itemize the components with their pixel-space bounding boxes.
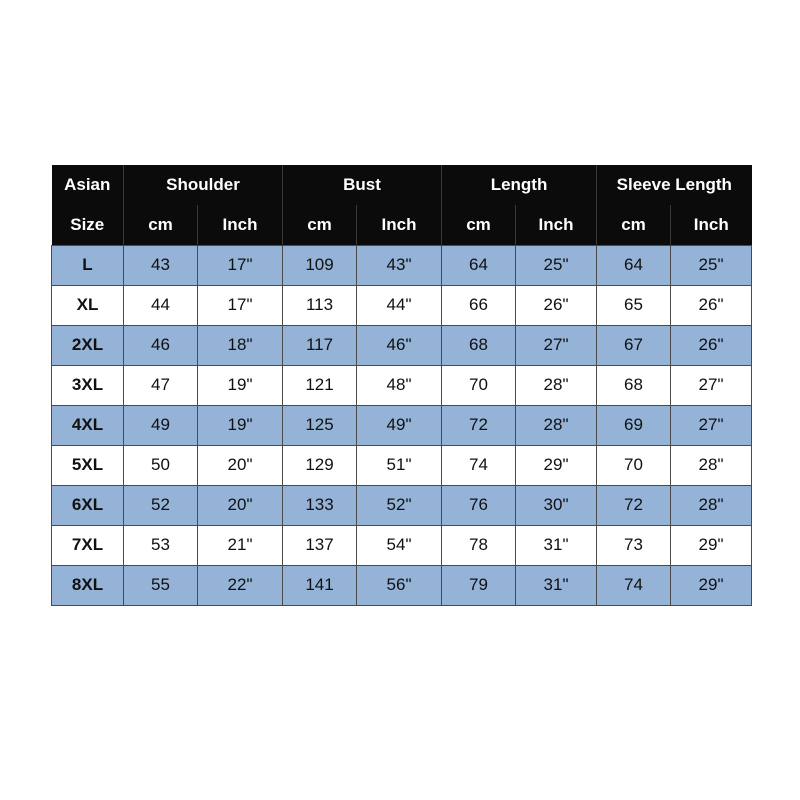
header-size-top: Asian bbox=[52, 165, 124, 205]
header-unit: cm bbox=[442, 205, 516, 245]
measurement-cell: 20" bbox=[198, 445, 283, 485]
table-header bbox=[52, 165, 752, 245]
measurement-cell: 21" bbox=[198, 525, 283, 565]
measurement-cell: 29" bbox=[671, 565, 752, 605]
header-unit: cm bbox=[283, 205, 357, 245]
table-row bbox=[52, 485, 752, 525]
header-row-units bbox=[52, 205, 752, 245]
measurement-cell: 125 bbox=[283, 405, 357, 445]
measurement-cell: 26" bbox=[671, 325, 752, 365]
measurement-cell: 44 bbox=[124, 285, 198, 325]
measurement-cell: 28" bbox=[671, 445, 752, 485]
measurement-cell: 64 bbox=[597, 245, 671, 285]
measurement-cell: 48" bbox=[357, 365, 442, 405]
header-group-length: Length bbox=[442, 165, 597, 205]
measurement-cell: 72 bbox=[442, 405, 516, 445]
measurement-cell: 51" bbox=[357, 445, 442, 485]
measurement-cell: 137 bbox=[283, 525, 357, 565]
measurement-cell: 31" bbox=[516, 525, 597, 565]
measurement-cell: 46" bbox=[357, 325, 442, 365]
measurement-cell: 55 bbox=[124, 565, 198, 605]
measurement-cell: 29" bbox=[671, 525, 752, 565]
measurement-cell: 25" bbox=[671, 245, 752, 285]
table-row bbox=[52, 365, 752, 405]
measurement-cell: 31" bbox=[516, 565, 597, 605]
header-unit: cm bbox=[124, 205, 198, 245]
measurement-cell: 20" bbox=[198, 485, 283, 525]
measurement-cell: 74 bbox=[597, 565, 671, 605]
table-row bbox=[52, 525, 752, 565]
table-body bbox=[52, 245, 752, 605]
measurement-cell: 121 bbox=[283, 365, 357, 405]
header-size-bottom: Size bbox=[52, 205, 124, 245]
measurement-cell: 117 bbox=[283, 325, 357, 365]
header-unit: Inch bbox=[198, 205, 283, 245]
measurement-cell: 113 bbox=[283, 285, 357, 325]
measurement-cell: 29" bbox=[516, 445, 597, 485]
measurement-cell: 141 bbox=[283, 565, 357, 605]
measurement-cell: 22" bbox=[198, 565, 283, 605]
measurement-cell: 17" bbox=[198, 245, 283, 285]
measurement-cell: 53 bbox=[124, 525, 198, 565]
table-row bbox=[52, 325, 752, 365]
header-unit: Inch bbox=[516, 205, 597, 245]
measurement-cell: 52" bbox=[357, 485, 442, 525]
header-unit: cm bbox=[597, 205, 671, 245]
size-cell: 7XL bbox=[52, 525, 124, 565]
header-unit: Inch bbox=[357, 205, 442, 245]
header-row-groups bbox=[52, 165, 752, 205]
measurement-cell: 27" bbox=[671, 405, 752, 445]
size-cell: XL bbox=[52, 285, 124, 325]
measurement-cell: 73 bbox=[597, 525, 671, 565]
measurement-cell: 18" bbox=[198, 325, 283, 365]
measurement-cell: 28" bbox=[516, 405, 597, 445]
measurement-cell: 70 bbox=[442, 365, 516, 405]
size-cell: 6XL bbox=[52, 485, 124, 525]
measurement-cell: 28" bbox=[671, 485, 752, 525]
table-row bbox=[52, 285, 752, 325]
table-row bbox=[52, 405, 752, 445]
measurement-cell: 65 bbox=[597, 285, 671, 325]
measurement-cell: 133 bbox=[283, 485, 357, 525]
measurement-cell: 49 bbox=[124, 405, 198, 445]
measurement-cell: 129 bbox=[283, 445, 357, 485]
size-cell: 5XL bbox=[52, 445, 124, 485]
measurement-cell: 17" bbox=[198, 285, 283, 325]
size-cell: L bbox=[52, 245, 124, 285]
measurement-cell: 72 bbox=[597, 485, 671, 525]
measurement-cell: 28" bbox=[516, 365, 597, 405]
header-group-bust: Bust bbox=[283, 165, 442, 205]
size-cell: 3XL bbox=[52, 365, 124, 405]
measurement-cell: 109 bbox=[283, 245, 357, 285]
measurement-cell: 56" bbox=[357, 565, 442, 605]
measurement-cell: 19" bbox=[198, 365, 283, 405]
measurement-cell: 47 bbox=[124, 365, 198, 405]
measurement-cell: 67 bbox=[597, 325, 671, 365]
measurement-cell: 68 bbox=[597, 365, 671, 405]
measurement-cell: 79 bbox=[442, 565, 516, 605]
measurement-cell: 27" bbox=[516, 325, 597, 365]
size-chart-table bbox=[51, 165, 752, 606]
measurement-cell: 26" bbox=[671, 285, 752, 325]
table-row bbox=[52, 445, 752, 485]
measurement-cell: 76 bbox=[442, 485, 516, 525]
size-cell: 4XL bbox=[52, 405, 124, 445]
measurement-cell: 26" bbox=[516, 285, 597, 325]
measurement-cell: 68 bbox=[442, 325, 516, 365]
measurement-cell: 74 bbox=[442, 445, 516, 485]
measurement-cell: 44" bbox=[357, 285, 442, 325]
measurement-cell: 27" bbox=[671, 365, 752, 405]
size-cell: 2XL bbox=[52, 325, 124, 365]
measurement-cell: 25" bbox=[516, 245, 597, 285]
measurement-cell: 50 bbox=[124, 445, 198, 485]
header-group-sleeve-length: Sleeve Length bbox=[597, 165, 752, 205]
measurement-cell: 54" bbox=[357, 525, 442, 565]
header-group-shoulder: Shoulder bbox=[124, 165, 283, 205]
measurement-cell: 66 bbox=[442, 285, 516, 325]
table-row bbox=[52, 245, 752, 285]
measurement-cell: 64 bbox=[442, 245, 516, 285]
measurement-cell: 69 bbox=[597, 405, 671, 445]
measurement-cell: 49" bbox=[357, 405, 442, 445]
header-unit: Inch bbox=[671, 205, 752, 245]
measurement-cell: 52 bbox=[124, 485, 198, 525]
measurement-cell: 43" bbox=[357, 245, 442, 285]
measurement-cell: 70 bbox=[597, 445, 671, 485]
measurement-cell: 19" bbox=[198, 405, 283, 445]
measurement-cell: 30" bbox=[516, 485, 597, 525]
measurement-cell: 43 bbox=[124, 245, 198, 285]
size-cell: 8XL bbox=[52, 565, 124, 605]
measurement-cell: 78 bbox=[442, 525, 516, 565]
measurement-cell: 46 bbox=[124, 325, 198, 365]
table-row bbox=[52, 565, 752, 605]
